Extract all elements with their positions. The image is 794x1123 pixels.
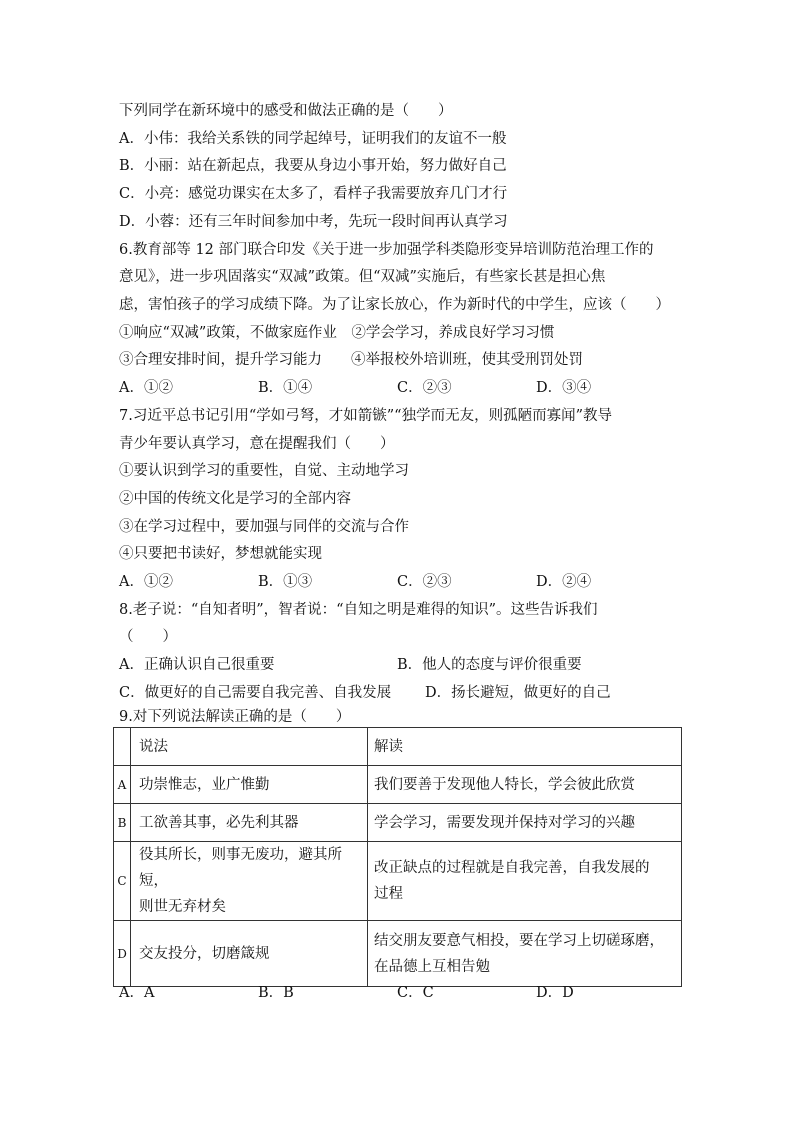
row-key: A [114,766,131,804]
q8-choice-d: D．扬长避短，做更好的自己 [425,685,611,701]
q9-choice-c: C．C [397,985,434,1001]
row-reading-line: 改正缺点的过程就是自我完善，自我发展的 [374,860,650,876]
q9-choice-d: D．D [536,985,574,1001]
row-reading [368,842,682,921]
q7-choice-c: C．②③ [397,574,452,590]
row-saying [131,842,368,921]
q5-stem: 下列同学在新环境中的感受和做法正确的是（ ） [119,103,453,119]
row-saying: 工欲善其事，必先利其器 [131,804,368,842]
q5-option-b: B．小丽：站在新起点，我要从身边小事开始，努力做好自己 [119,158,507,174]
row-reading: 学会学习，需要发现并保持对学习的兴趣 [368,804,682,842]
q7-statement-3: ③在学习过程中，要加强与同伴的交流与合作 [119,519,409,535]
table-header-row [114,728,682,766]
q6-statements-1: ①响应“双减”政策，不做家庭作业 ②学会学习，养成良好学习习惯 [119,325,555,341]
q6-statements-2: ③合理安排时间，提升学习能力 ④举报校外培训班，使其受刑罚处罚 [119,352,583,368]
q6-choice-b: B．①④ [258,380,313,396]
q9-table [113,727,682,987]
q5-option-c: C．小亮：感觉功课实在太多了，看样子我需要放弃几门才行 [119,186,508,202]
row-reading [368,921,682,987]
q8-choice-a: A．正确认识自己很重要 [119,657,275,673]
q7-statement-1: ①要认识到学习的重要性，自觉、主动地学习 [119,463,409,479]
q7-statement-4: ④只要把书读好，梦想就能实现 [119,546,322,562]
q7-choice-d: D．②④ [536,574,592,590]
q9-choice-b: B．B [258,985,294,1001]
table-header-saying: 说法 [131,728,368,766]
q8-choice-c: C．做更好的自己需要自我完善、自我发展 [119,685,392,701]
table-row [114,842,682,921]
q5-option-a: A．小伟：我给关系铁的同学起绰号，证明我们的友谊不一般 [119,131,507,147]
row-key: D [114,921,131,987]
row-saying-line: 役其所长，则事无废功，避其所短， [139,847,342,889]
row-reading-line: 过程 [374,886,403,902]
q6-stem-line-1: 6.教育部等 12 部门联合印发《关于进一步加强学科类隐形变异培训防范治理工作的 [119,242,654,258]
q8-choice-b: B．他人的态度与评价很重要 [397,657,582,673]
table-row [114,766,682,804]
q5-option-d: D．小蓉：还有三年时间参加中考，先玩一段时间再认真学习 [119,214,508,230]
table-row [114,804,682,842]
q6-choice-d: D．③④ [536,380,592,396]
q9-choice-a: A．A [119,985,155,1001]
q7-stem-line-2: 青少年要认真学习，意在提醒我们（ ） [119,436,395,452]
row-saying: 功崇惟志，业广惟勤 [131,766,368,804]
row-key: C [114,842,131,921]
q8-stem-line-1: 8.老子说：“自知者明”，智者说：“自知之明是难得的知识”。这些告诉我们 [119,602,598,618]
table-header-reading: 解读 [368,728,682,766]
q7-statement-2: ②中国的传统文化是学习的全部内容 [119,491,351,507]
q9-stem: 9.对下列说法解读正确的是（ ） [119,709,351,725]
q6-choice-a: A．①② [119,380,173,396]
row-key: B [114,804,131,842]
row-reading-line: 结交朋友要意气相投，要在学习上切磋琢磨， [374,932,664,949]
row-saying-line: 则世无弃材矣 [139,899,226,915]
q7-choice-b: B．①③ [258,574,313,590]
table-row [114,921,682,987]
q8-stem-line-2: （ ） [119,629,177,645]
q6-stem-line-3: 虑，害怕孩子的学习成绩下降。为了让家长放心，作为新时代的中学生，应该（ ） [119,297,670,313]
row-saying: 交友投分，切磨箴规 [131,921,368,987]
table-header-key [114,728,131,766]
q7-choice-a: A．①② [119,574,173,590]
row-reading-line: 在品德上互相告勉 [374,958,490,975]
q6-choice-c: C．②③ [397,380,452,396]
row-reading: 我们要善于发现他人特长，学会彼此欣赏 [368,766,682,804]
q7-stem-line-1: 7.习近平总书记引用“学如弓弩，才如箭镞”“独学而无友，则孤陋而寡闻”教导 [119,408,612,424]
q6-stem-line-2: 意见》，进一步巩固落实“双减”政策。但“双减”实施后，有些家长甚是担心焦 [119,269,606,285]
